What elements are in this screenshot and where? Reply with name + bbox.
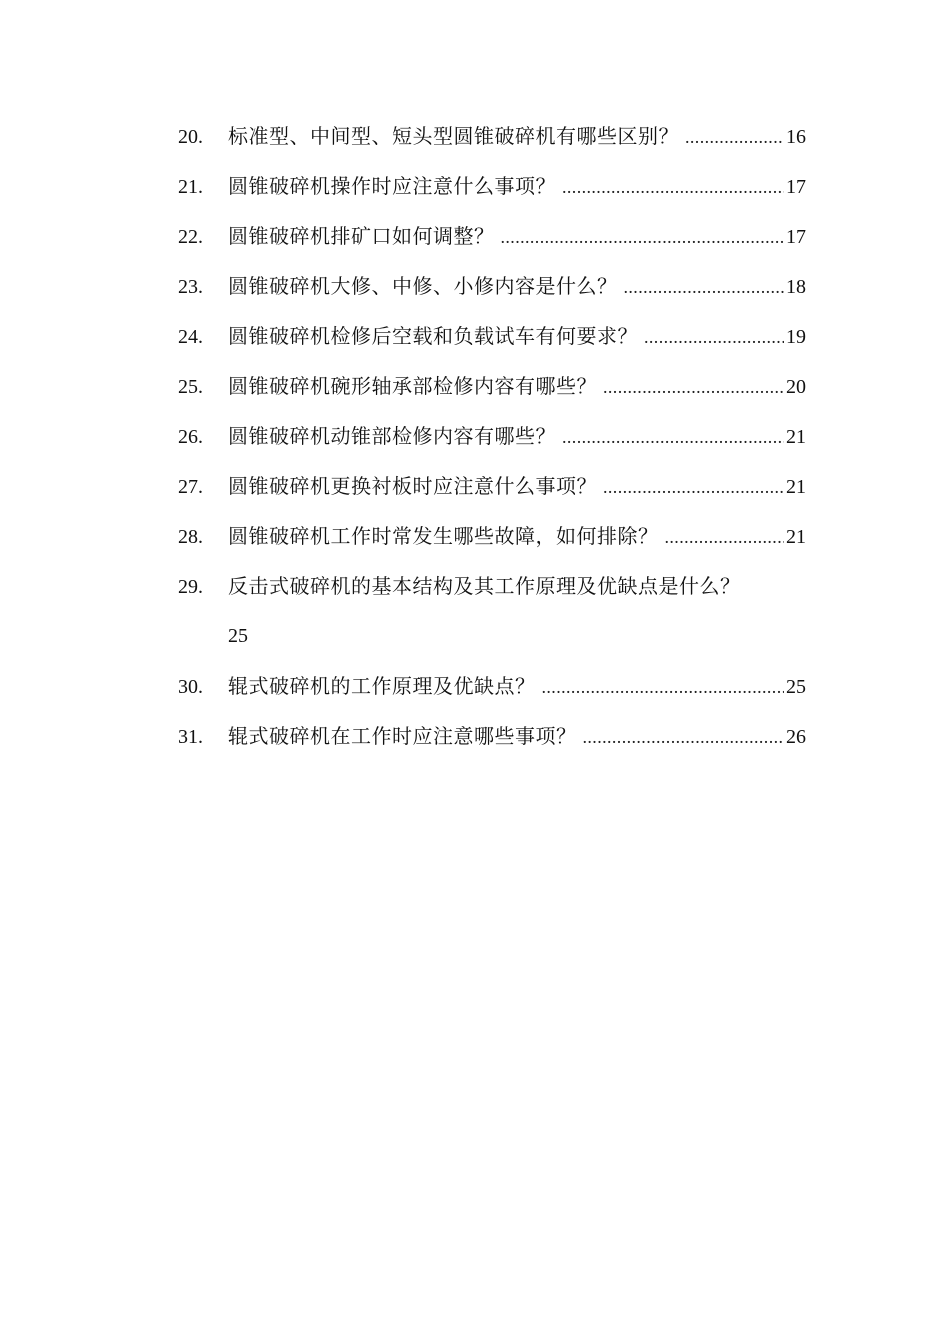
- dot-leader: [644, 317, 784, 357]
- toc-entry-page: 21: [786, 476, 806, 498]
- toc-entry-31[interactable]: [178, 716, 806, 766]
- toc-entry-number: 22.: [178, 226, 203, 248]
- toc-entry-title: 辊式破碎机在工作时应注意哪些事项？: [228, 724, 577, 748]
- dot-leader: [501, 217, 785, 257]
- toc-entry-20[interactable]: [178, 116, 806, 166]
- dot-leader: [685, 117, 784, 157]
- dot-leader: [603, 367, 784, 407]
- toc-entry-page: 16: [786, 126, 806, 148]
- toc-entry-number: 28.: [178, 526, 203, 548]
- toc-entry-page: 20: [786, 376, 806, 398]
- toc-entry-page: 25: [228, 625, 248, 647]
- toc-entry-30[interactable]: [178, 666, 806, 716]
- toc-entry-title: 标准型、中间型、短头型圆锥破碎机有哪些区别？: [228, 124, 679, 148]
- toc-entry-number: 27.: [178, 476, 203, 498]
- toc-entry-title: 圆锥破碎机操作时应注意什么事项？: [228, 174, 556, 198]
- toc-entry-title: 圆锥破碎机大修、中修、小修内容是什么？: [228, 274, 618, 298]
- dot-leader: [603, 467, 784, 507]
- toc-entry-number: 31.: [178, 726, 203, 748]
- toc-entry-title: 反击式破碎机的基本结构及其工作原理及优缺点是什么？: [228, 574, 741, 598]
- toc-entry-22[interactable]: [178, 216, 806, 266]
- toc-entry-page: 21: [786, 526, 806, 548]
- toc-entry-29[interactable]: [178, 566, 806, 616]
- toc-entry-28[interactable]: [178, 516, 806, 566]
- table-of-contents: [178, 116, 806, 766]
- toc-entry-21[interactable]: [178, 166, 806, 216]
- toc-entry-number: 23.: [178, 276, 203, 298]
- toc-entry-page: 26: [786, 726, 806, 748]
- toc-entry-page: 17: [786, 226, 806, 248]
- toc-entry-number: 21.: [178, 176, 203, 198]
- toc-entry-page: 21: [786, 426, 806, 448]
- toc-entry-title: 圆锥破碎机检修后空载和负载试车有何要求？: [228, 324, 638, 348]
- toc-entry-page: 17: [786, 176, 806, 198]
- toc-entry-title: 辊式破碎机的工作原理及优缺点？: [228, 674, 536, 698]
- toc-entry-title: 圆锥破碎机排矿口如何调整？: [228, 224, 495, 248]
- toc-entry-number: 26.: [178, 426, 203, 448]
- toc-entry-number: 30.: [178, 676, 203, 698]
- toc-entry-24[interactable]: [178, 316, 806, 366]
- toc-entry-title: 圆锥破碎机工作时常发生哪些故障，如何排除？: [228, 524, 659, 548]
- toc-entry-page: 18: [786, 276, 806, 298]
- toc-entry-title: 圆锥破碎机更换衬板时应注意什么事项？: [228, 474, 597, 498]
- toc-entry-title: 圆锥破碎机动锥部检修内容有哪些？: [228, 424, 556, 448]
- toc-entry-23[interactable]: [178, 266, 806, 316]
- toc-entry-29-continuation: [178, 616, 806, 666]
- toc-entry-number: 29.: [178, 576, 203, 598]
- toc-entry-number: 20.: [178, 126, 203, 148]
- toc-entry-page: 19: [786, 326, 806, 348]
- toc-entry-number: 25.: [178, 376, 203, 398]
- dot-leader: [665, 517, 785, 557]
- dot-leader: [562, 417, 784, 457]
- toc-entry-title: 圆锥破碎机碗形轴承部检修内容有哪些？: [228, 374, 597, 398]
- toc-entry-25[interactable]: [178, 366, 806, 416]
- toc-entry-26[interactable]: [178, 416, 806, 466]
- toc-entry-page: 25: [786, 676, 806, 698]
- dot-leader: [542, 667, 785, 707]
- dot-leader: [583, 717, 785, 757]
- toc-entry-27[interactable]: [178, 466, 806, 516]
- dot-leader: [562, 167, 784, 207]
- toc-entry-number: 24.: [178, 326, 203, 348]
- dot-leader: [624, 267, 785, 307]
